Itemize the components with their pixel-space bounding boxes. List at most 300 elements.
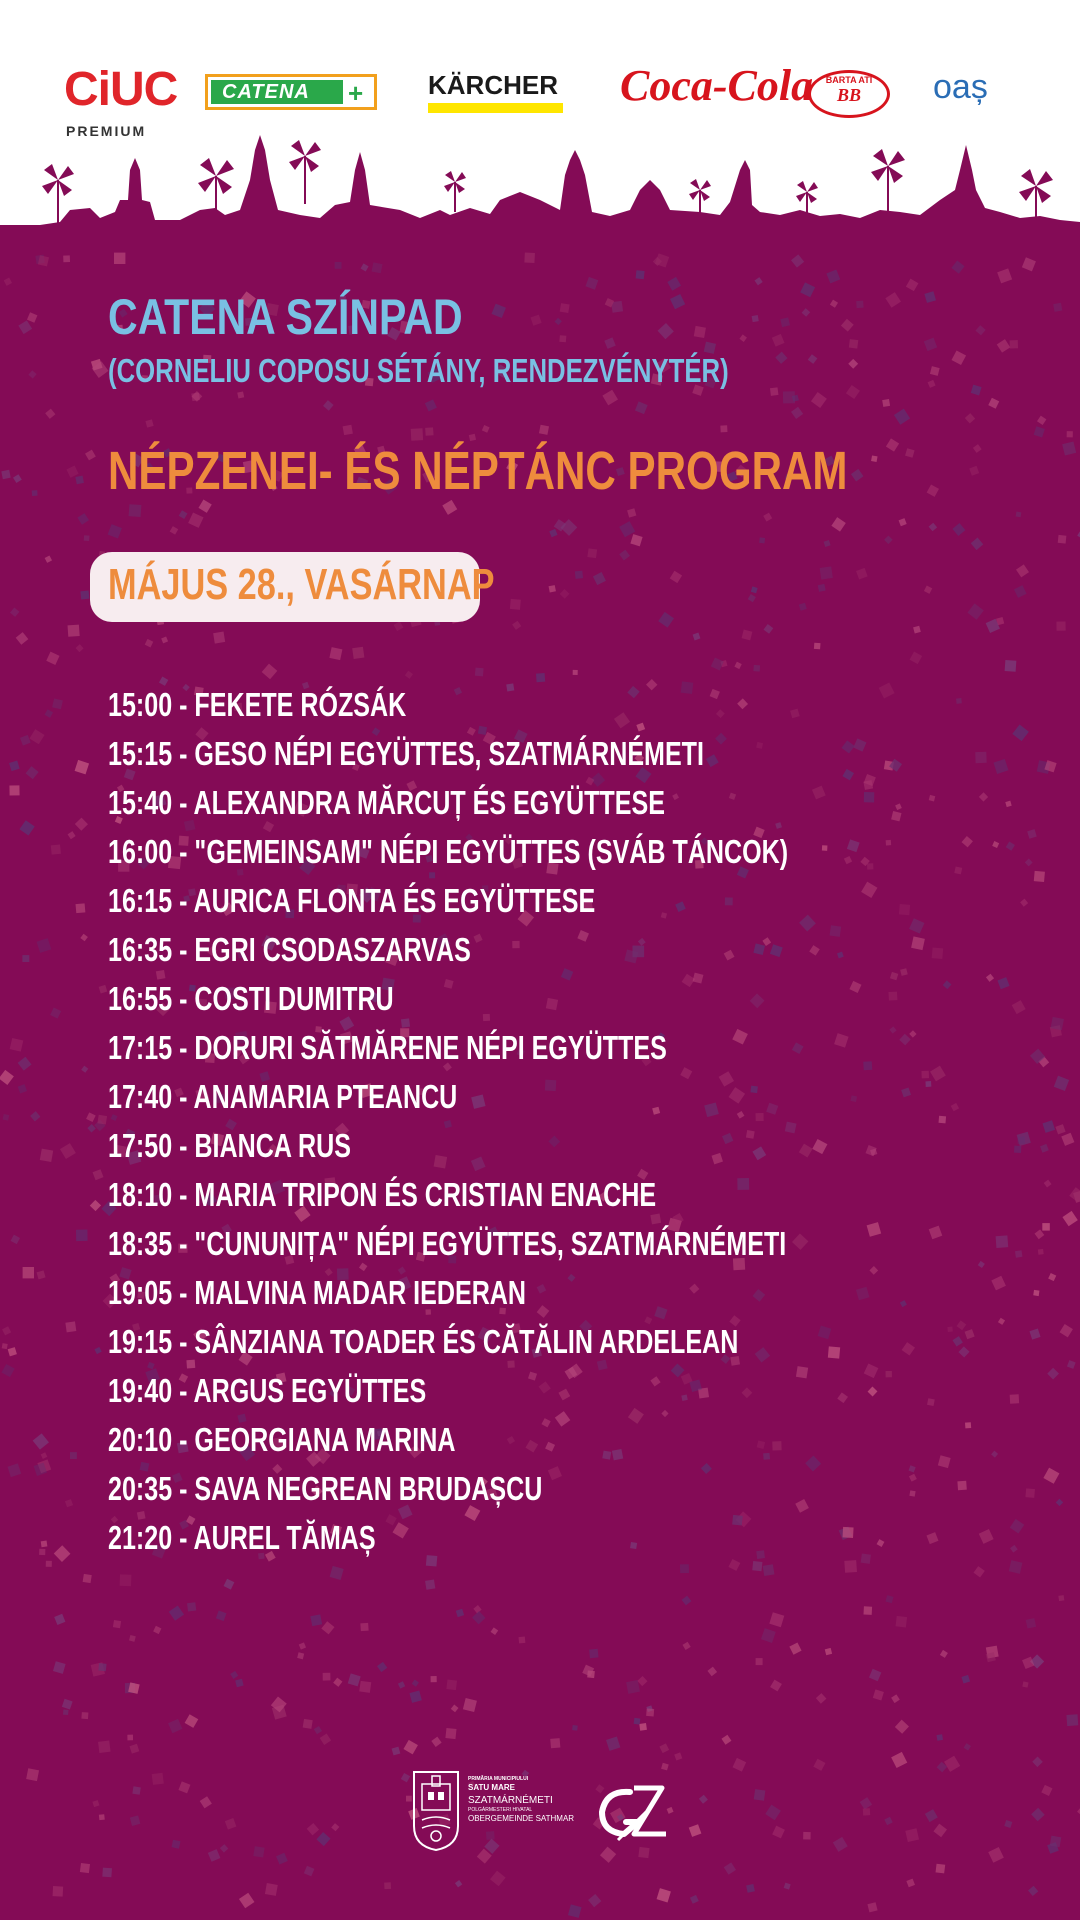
confetti-piece [39,1549,45,1555]
schedule-item: 15:40 - ALEXANDRA MĂRCUȚ ÉS EGYÜTTESE [108,784,665,821]
confetti-piece [50,1008,61,1019]
confetti-piece [646,1708,654,1716]
coca-cola-logo: Coca-Cola [620,61,814,110]
confetti-piece [398,1681,405,1688]
confetti-piece [451,1705,459,1713]
schedule-item: 19:15 - SÂNZIANA TOADER ÉS CĂTĂLIN ARDELEAN [108,1323,739,1360]
confetti-piece [720,425,727,432]
confetti-piece [891,1694,900,1703]
confetti-piece [746,1884,755,1893]
confetti-piece [1069,1187,1080,1202]
confetti-piece [971,385,982,396]
confetti-piece [491,1627,499,1635]
confetti-piece [1005,660,1017,672]
confetti-piece [60,1143,76,1159]
catena-logo-text: CATENA [222,81,310,103]
confetti-piece [1056,1499,1063,1506]
confetti-piece [425,1579,435,1589]
barta-ati-logo-mark: BB [836,85,861,105]
confetti-piece [320,1733,331,1744]
confetti-piece [168,1719,182,1733]
confetti-piece [575,571,583,579]
confetti-piece [604,337,615,348]
confetti-piece [37,938,52,953]
confetti-piece [314,1726,322,1734]
confetti-piece [602,390,618,406]
confetti-piece [1009,1560,1023,1574]
confetti-piece [188,512,203,527]
confetti-piece [772,334,785,347]
confetti-piece [636,270,645,279]
confetti-piece [348,1673,361,1686]
confetti-piece [237,391,244,398]
sponsor-logos [0,40,1080,150]
confetti-piece [329,647,342,660]
confetti-piece [913,626,921,634]
confetti-piece [560,589,570,599]
confetti-piece [40,1149,53,1162]
confetti-piece [851,469,864,482]
confetti-piece [33,1433,49,1449]
confetti-piece [81,1066,88,1073]
confetti-piece [11,1235,20,1244]
confetti-piece [4,278,12,286]
confetti-piece [1022,1681,1028,1687]
schedule-item: 17:50 - BIANCA RUS [108,1127,351,1164]
confetti-piece [343,425,353,435]
karcher-logo-text: KÄRCHER [428,70,558,100]
confetti-piece [961,1675,970,1684]
confetti-piece [952,523,965,536]
confetti-piece [928,380,936,388]
confetti-piece [1037,416,1046,425]
confetti-piece [153,1626,161,1634]
confetti-piece [667,277,681,291]
confetti-piece [1054,1076,1069,1091]
schedule-item: 16:00 - "GEMEINSAM" NÉPI EGYÜTTES (SVÁB TÁNCOK) [108,833,789,870]
confetti-piece [9,785,19,795]
confetti-piece [3,1114,10,1121]
confetti-piece [856,301,863,308]
confetti-piece [816,1693,827,1704]
confetti-piece [455,1880,462,1887]
confetti-piece [848,359,858,369]
confetti-piece [899,518,907,526]
confetti-piece [1034,1229,1044,1239]
confetti-piece [530,315,541,326]
confetti-piece [755,277,763,285]
confetti-piece [619,550,630,561]
stage-location: (CORNELIU COPOSU SÉTÁNY, RENDEZVÉNYTÉR) [108,352,729,389]
confetti-piece [849,339,858,348]
confetti-piece [751,586,758,593]
pharmacy-cross-icon: + [348,78,364,108]
confetti-piece [360,1623,368,1631]
confetti-piece [975,325,985,335]
ciuc-tagline: PREMIUM [66,123,147,139]
confetti-piece [187,1602,196,1611]
confetti-piece [66,466,78,478]
confetti-piece [431,1737,441,1747]
confetti-piece [2,1343,8,1349]
schedule-list [108,686,1008,1568]
confetti-piece [37,1270,46,1279]
confetti-piece [310,1614,322,1626]
barta-ati-logo [808,70,890,118]
municipality-line-5: OBERGEMEINDE SATHMAR [468,1814,575,1823]
confetti-piece [76,903,86,913]
confetti-piece [906,279,919,292]
confetti-piece [83,1574,92,1583]
confetti-piece [81,1712,88,1719]
confetti-piece [1027,829,1037,839]
confetti-piece [811,392,827,408]
confetti-piece [1051,1017,1064,1030]
confetti-piece [924,291,936,303]
confetti-piece [361,263,369,271]
municipality-logo [468,1776,578,1824]
confetti-piece [924,586,932,594]
confetti-piece [630,534,642,546]
confetti-piece [791,407,803,419]
confetti-piece [262,664,278,680]
confetti-piece [161,637,168,644]
confetti-piece [510,599,521,610]
confetti-piece [670,294,685,309]
confetti-piece [0,1070,14,1085]
confetti-piece [549,585,556,592]
confetti-piece [895,1720,909,1734]
confetti-piece [830,300,838,308]
confetti-piece [442,500,457,515]
confetti-piece [145,419,153,427]
confetti-piece [377,1662,387,1672]
confetti-piece [1016,564,1029,577]
confetti-piece [53,1661,66,1674]
confetti-piece [512,621,521,630]
confetti-piece [41,1452,48,1459]
confetti-piece [70,1452,77,1459]
confetti-piece [120,1574,132,1586]
confetti-piece [213,632,225,644]
confetti-piece [482,425,490,433]
confetti-piece [770,387,778,395]
confetti-piece [670,571,682,583]
confetti-piece [169,1605,184,1620]
confetti-piece [969,466,979,476]
confetti-piece [1010,1545,1018,1553]
confetti-piece [573,670,578,675]
confetti-piece [682,1642,690,1650]
confetti-piece [75,476,84,485]
confetti-piece [1067,1360,1076,1369]
confetti-piece [1018,1137,1025,1144]
confetti-piece [780,317,790,327]
confetti-piece [41,1541,48,1548]
confetti-piece [45,409,55,419]
confetti-piece [179,510,188,519]
confetti-piece [724,1862,736,1874]
confetti-piece [682,1596,692,1606]
schedule-item: 16:35 - EGRI CSODASZARVAS [108,931,471,968]
confetti-piece [411,428,423,440]
confetti-piece [784,1883,791,1890]
confetti-piece [799,603,807,611]
confetti-piece [68,831,76,839]
confetti-piece [820,566,833,579]
confetti-piece [445,1728,456,1739]
confetti-piece [929,523,938,532]
confetti-piece [265,1883,278,1896]
confetti-piece [463,1698,477,1712]
confetti-piece [80,934,88,942]
schedule-item: 16:55 - COSTI DUMITRU [108,980,394,1017]
confetti-piece [23,1267,34,1278]
confetti-piece [54,1545,71,1562]
confetti-piece [905,448,915,458]
confetti-piece [10,607,19,616]
confetti-piece [114,253,125,264]
confetti-piece [555,318,562,325]
confetti-piece [886,438,899,451]
confetti-piece [1014,1146,1021,1153]
confetti-piece [756,1658,763,1665]
confetti-piece [1062,441,1076,455]
confetti-piece [906,1879,915,1888]
confetti-piece [86,1112,96,1122]
catena-logo [205,74,377,110]
event-date: MÁJUS 28., VASÁRNAP [108,560,495,609]
confetti-piece [791,254,804,267]
confetti-piece [75,760,89,774]
confetti-piece [930,366,940,376]
confetti-piece [93,1169,104,1180]
confetti-piece [29,729,44,744]
confetti-piece [473,1605,481,1613]
confetti-piece [988,398,999,409]
confetti-piece [94,1347,101,1354]
confetti-piece [98,1663,106,1671]
confetti-piece [16,632,29,645]
confetti-piece [936,1864,946,1874]
confetti-piece [359,1681,371,1693]
schedule-item: 15:00 - FEKETE RÓZSÁK [108,686,407,723]
confetti-piece [759,537,765,543]
confetti-piece [1058,535,1067,544]
confetti-piece [693,633,701,641]
karcher-logo-strip [428,103,563,113]
confetti-piece [129,1635,136,1642]
confetti-piece [927,484,939,496]
confetti-piece [372,262,383,273]
confetti-piece [802,308,811,317]
confetti-piece [539,425,549,435]
confetti-piece [560,303,570,313]
confetti-piece [808,354,818,364]
confetti-piece [409,1690,421,1702]
confetti-piece [475,668,484,677]
confetti-piece [1066,1714,1078,1726]
confetti-piece [18,1084,27,1093]
confetti-piece [431,1676,437,1682]
confetti-piece [32,490,38,496]
confetti-piece [65,1499,73,1507]
confetti-piece [392,1747,401,1756]
confetti-piece [694,326,706,338]
confetti-piece [63,1709,69,1715]
confetti-piece [1029,1328,1040,1339]
confetti-piece [761,1628,776,1643]
confetti-piece [707,1667,717,1677]
confetti-piece [940,1650,948,1658]
confetti-piece [1060,1324,1073,1337]
confetti-piece [763,624,773,634]
confetti-piece [1033,1290,1039,1296]
confetti-piece [1026,1618,1036,1628]
confetti-piece [97,1115,107,1125]
ciuc-logo: CiUC [64,63,178,116]
confetti-piece [98,1741,110,1753]
confetti-piece [752,315,759,322]
confetti-piece [2,1326,11,1335]
confetti-piece [1038,1249,1044,1255]
barta-ati-logo-text: BARTA ATI [825,75,873,85]
confetti-piece [635,401,648,414]
confetti-piece [519,1637,526,1644]
confetti-piece [606,1736,620,1750]
confetti-piece [1025,858,1033,866]
confetti-piece [456,1609,464,1617]
confetti-piece [80,590,89,599]
confetti-piece [145,639,154,648]
confetti-piece [753,665,760,672]
confetti-piece [1034,426,1045,437]
confetti-piece [831,517,845,531]
confetti-piece [739,334,747,342]
confetti-piece [90,1200,101,1211]
confetti-piece [1061,1133,1074,1146]
confetti-piece [967,603,983,619]
schedule-item: 15:15 - GESO NÉPI EGYÜTTES, SZATMÁRNÉMETI [108,735,704,772]
confetti-piece [1020,899,1028,907]
confetti-piece [1025,1488,1035,1498]
confetti-piece [303,1719,313,1729]
city-crest-icon [412,1770,460,1852]
confetti-piece [446,1679,457,1690]
confetti-piece [76,1230,88,1242]
confetti-piece [1014,585,1027,598]
confetti-piece [657,1888,671,1902]
confetti-piece [1016,512,1022,518]
confetti-piece [997,268,1012,283]
confetti-piece [394,621,404,631]
confetti-piece [297,1652,304,1659]
schedule-item: 16:15 - AURICA FLONTA ÉS EGYÜTTESE [108,882,596,919]
confetti-piece [113,1620,121,1628]
confetti-piece [550,1738,560,1748]
confetti-piece [997,339,1011,353]
confetti-piece [775,352,787,364]
confetti-piece [856,568,868,580]
confetti-piece [63,255,70,262]
confetti-piece [619,521,635,537]
confetti-piece [711,657,724,670]
confetti-piece [863,1606,872,1615]
confetti-piece [46,1561,52,1567]
confetti-piece [1,470,10,479]
confetti-piece [323,1673,331,1681]
municipality-line-1: PRIMĂRIA MUNICIPIULUI [468,1776,529,1782]
confetti-piece [77,513,89,525]
schedule-item: 21:20 - AUREL TĂMAȘ [108,1519,376,1556]
confetti-piece [1022,257,1036,271]
confetti-piece [1047,1368,1059,1380]
confetti-piece [170,526,179,535]
confetti-piece [46,652,59,665]
confetti-piece [769,1612,784,1627]
confetti-piece [867,1902,877,1912]
confetti-piece [108,524,122,538]
confetti-piece [102,1868,112,1878]
confetti-piece [1010,1519,1025,1534]
oas-logo: oaș [933,68,988,106]
confetti-piece [45,555,52,562]
confetti-piece [27,312,37,322]
confetti-piece [549,529,557,537]
confetti-piece [65,1321,76,1332]
confetti-piece [68,625,80,637]
organizer-logos [0,1760,1080,1860]
confetti-piece [10,1038,24,1052]
confetti-piece [871,455,877,461]
karcher-logo [428,70,563,113]
confetti-piece [1028,1886,1038,1896]
confetti-piece [1055,1124,1065,1134]
confetti-piece [335,262,342,269]
confetti-piece [846,385,860,399]
confetti-piece [924,338,937,351]
schedule-item: 20:10 - GEORGIANA MARINA [108,1421,456,1458]
municipality-line-2: SATU MARE [468,1783,515,1792]
confetti-piece [191,392,200,401]
confetti-piece [639,1723,647,1731]
confetti-piece [885,1595,893,1603]
confetti-piece [425,399,437,411]
confetti-piece [1053,303,1062,312]
schedule-item: 19:40 - ARGUS EGYÜTTES [108,1372,427,1409]
confetti-piece [75,818,88,831]
confetti-piece [412,1680,419,1687]
confetti-piece [352,647,364,659]
confetti-piece [127,1735,133,1741]
confetti-piece [524,252,535,263]
confetti-piece [818,584,826,592]
confetti-piece [129,1744,139,1754]
confetti-piece [896,1616,908,1628]
confetti-piece [826,269,840,283]
confetti-piece [22,955,29,962]
confetti-piece [62,1699,73,1710]
confetti-piece [384,1882,391,1889]
confetti-piece [1034,871,1045,882]
confetti-piece [51,844,61,854]
confetti-piece [321,1621,334,1634]
confetti-piece [587,548,597,558]
confetti-piece [1044,1180,1052,1188]
confetti-piece [589,1649,598,1658]
confetti-piece [235,1679,243,1687]
confetti-piece [973,444,982,453]
